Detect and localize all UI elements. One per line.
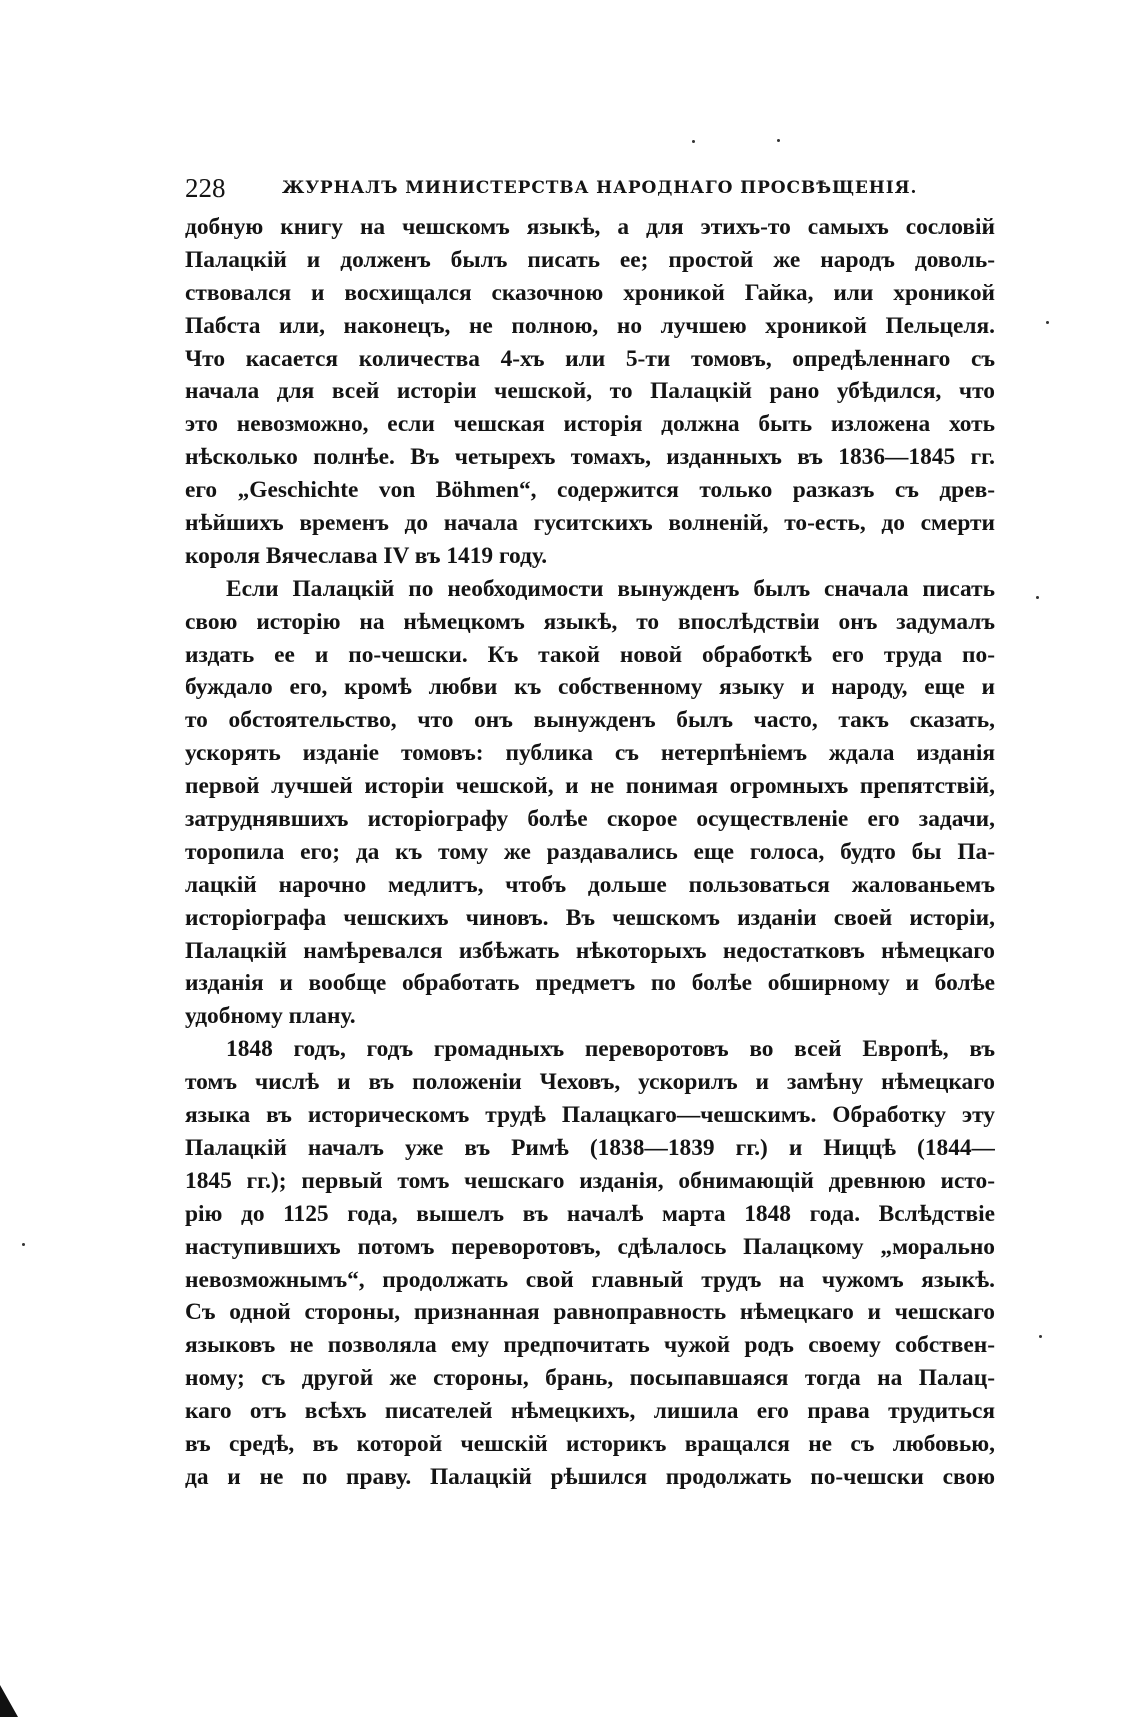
scan-speck bbox=[777, 139, 780, 142]
text-line: затруднявшихъ исторіографу болѣе скорое осуществленіе его задачи, bbox=[185, 806, 995, 833]
text-line: въ средѣ, въ которой чешскій историкъ вращался не съ любовью, bbox=[185, 1430, 995, 1457]
text-line: каго отъ всѣхъ писателей нѣмецкихъ, лишила его права трудиться bbox=[185, 1398, 995, 1425]
scan-speck bbox=[22, 1243, 25, 1246]
text-line: Палацкій намѣревался избѣжать нѣкоторыхъ недостатковъ нѣмецкаго bbox=[185, 937, 995, 964]
text-line: удобному плану. bbox=[185, 1003, 356, 1030]
text-line: невозможнымъ“, продолжать свой главный трудъ на чужомъ языкѣ. bbox=[185, 1266, 995, 1293]
text-line: это невозможно, если чешская исторія должна быть изложена хоть bbox=[185, 411, 995, 438]
text-line: лацкій нарочно медлитъ, чтобъ дольше пользоваться жалованьемъ bbox=[185, 871, 995, 898]
text-line: нѣсколько полнѣе. Въ четырехъ томахъ, изданныхъ въ 1836—1845 гг. bbox=[185, 444, 995, 471]
text-line: Если Палацкій по необходимости вынужденъ былъ сначала писать bbox=[226, 575, 995, 602]
text-line: 1845 гг.); первый томъ чешскаго изданія, обнимающій древнюю исто- bbox=[185, 1167, 995, 1194]
text-line: Палацкій началъ уже въ Римѣ (1838—1839 гг.) и Ниццѣ (1844— bbox=[185, 1134, 995, 1161]
text-line: его „Geschichte von Böhmen“, содержится только разказъ съ древ- bbox=[185, 477, 995, 504]
text-line: короля Вячеслава IV въ 1419 году. bbox=[185, 542, 548, 569]
text-line: ному; съ другой же стороны, брань, посыпавшаяся тогда на Палац- bbox=[185, 1365, 995, 1392]
text-line: первой лучшей исторіи чешской, и не понимая огромныхъ препятствій, bbox=[185, 773, 995, 800]
text-line: языковъ не позволяла ему предпочитать чужой родъ своему собствен- bbox=[185, 1332, 995, 1359]
text-line: нѣйшихъ временъ до начала гуситскихъ волненій, то-есть, до смерти bbox=[185, 510, 995, 537]
text-line: да и не по праву. Палацкій рѣшился продолжать по-чешски свою bbox=[185, 1463, 995, 1490]
text-line: 1848 годъ, годъ громадныхъ переворотовъ во всей Европѣ, въ bbox=[226, 1036, 995, 1063]
running-title: ЖУРНАЛЪ МИНИСТЕРСТВА НАРОДНАГО ПРОСВѢЩЕНІЯ. bbox=[282, 178, 918, 198]
scan-speck bbox=[1039, 1335, 1042, 1338]
text-line: буждало его, кромѣ любви къ собственному языку и народу, еще и bbox=[185, 674, 995, 701]
text-line: свою исторію на нѣмецкомъ языкѣ, то впослѣдствіи онъ задумалъ bbox=[185, 608, 995, 635]
text-line: рію до 1125 года, вышелъ въ началѣ марта 1848 года. Вслѣдствіе bbox=[185, 1200, 995, 1227]
scan-corner-mark bbox=[0, 1685, 18, 1717]
text-line: языка въ историческомъ трудѣ Палацкаго—чешскимъ. Обработку эту bbox=[185, 1102, 995, 1129]
scan-speck bbox=[692, 140, 695, 143]
text-line: добную книгу на чешскомъ языкѣ, а для этихъ-то самыхъ сословій bbox=[185, 214, 995, 240]
text-line: то обстоятельство, что онъ вынужденъ былъ часто, такъ сказать, bbox=[185, 707, 995, 734]
text-line: исторіографа чешскихъ чиновъ. Въ чешскомъ изданіи своей исторіи, bbox=[185, 904, 995, 931]
text-line: торопила его; да къ тому же раздавались еще голоса, будто бы Па- bbox=[185, 838, 995, 865]
text-line: наступившихъ потомъ переворотовъ, сдѣлалось Палацкому „морально bbox=[185, 1233, 995, 1260]
text-line: ствовался и восхищался сказочною хроникой Гайка, или хроникой bbox=[185, 279, 995, 306]
scan-speck bbox=[1046, 321, 1049, 324]
text-line: Пабста или, наконецъ, не полною, но лучшею хроникой Пельцеля. bbox=[185, 312, 995, 339]
text-line: Съ одной стороны, признанная равноправность нѣмецкаго и чешскаго bbox=[185, 1299, 995, 1326]
page-number: 228 bbox=[185, 173, 226, 203]
body-text bbox=[185, 211, 995, 1494]
page-header bbox=[185, 168, 995, 208]
text-line: Палацкій и долженъ былъ писать ее; простой же народъ доволь- bbox=[185, 246, 995, 273]
text-line: томъ числѣ и въ положеніи Чеховъ, ускорилъ и замѣну нѣмецкаго bbox=[185, 1069, 995, 1096]
text-line: начала для всей исторіи чешской, то Палацкій рано убѣдился, что bbox=[185, 378, 995, 405]
text-line: изданія и вообще обработать предметъ по болѣе обширному и болѣе bbox=[185, 970, 995, 997]
text-line: издать ее и по-чешски. Къ такой новой обработкѣ его труда по- bbox=[185, 641, 995, 668]
scan-speck bbox=[1036, 596, 1039, 599]
text-line: ускорять изданіе томовъ: публика съ нетерпѣніемъ ждала изданія bbox=[185, 740, 995, 767]
text-line: Что касается количества 4-хъ или 5-ти томовъ, опредѣленнаго съ bbox=[185, 345, 995, 372]
